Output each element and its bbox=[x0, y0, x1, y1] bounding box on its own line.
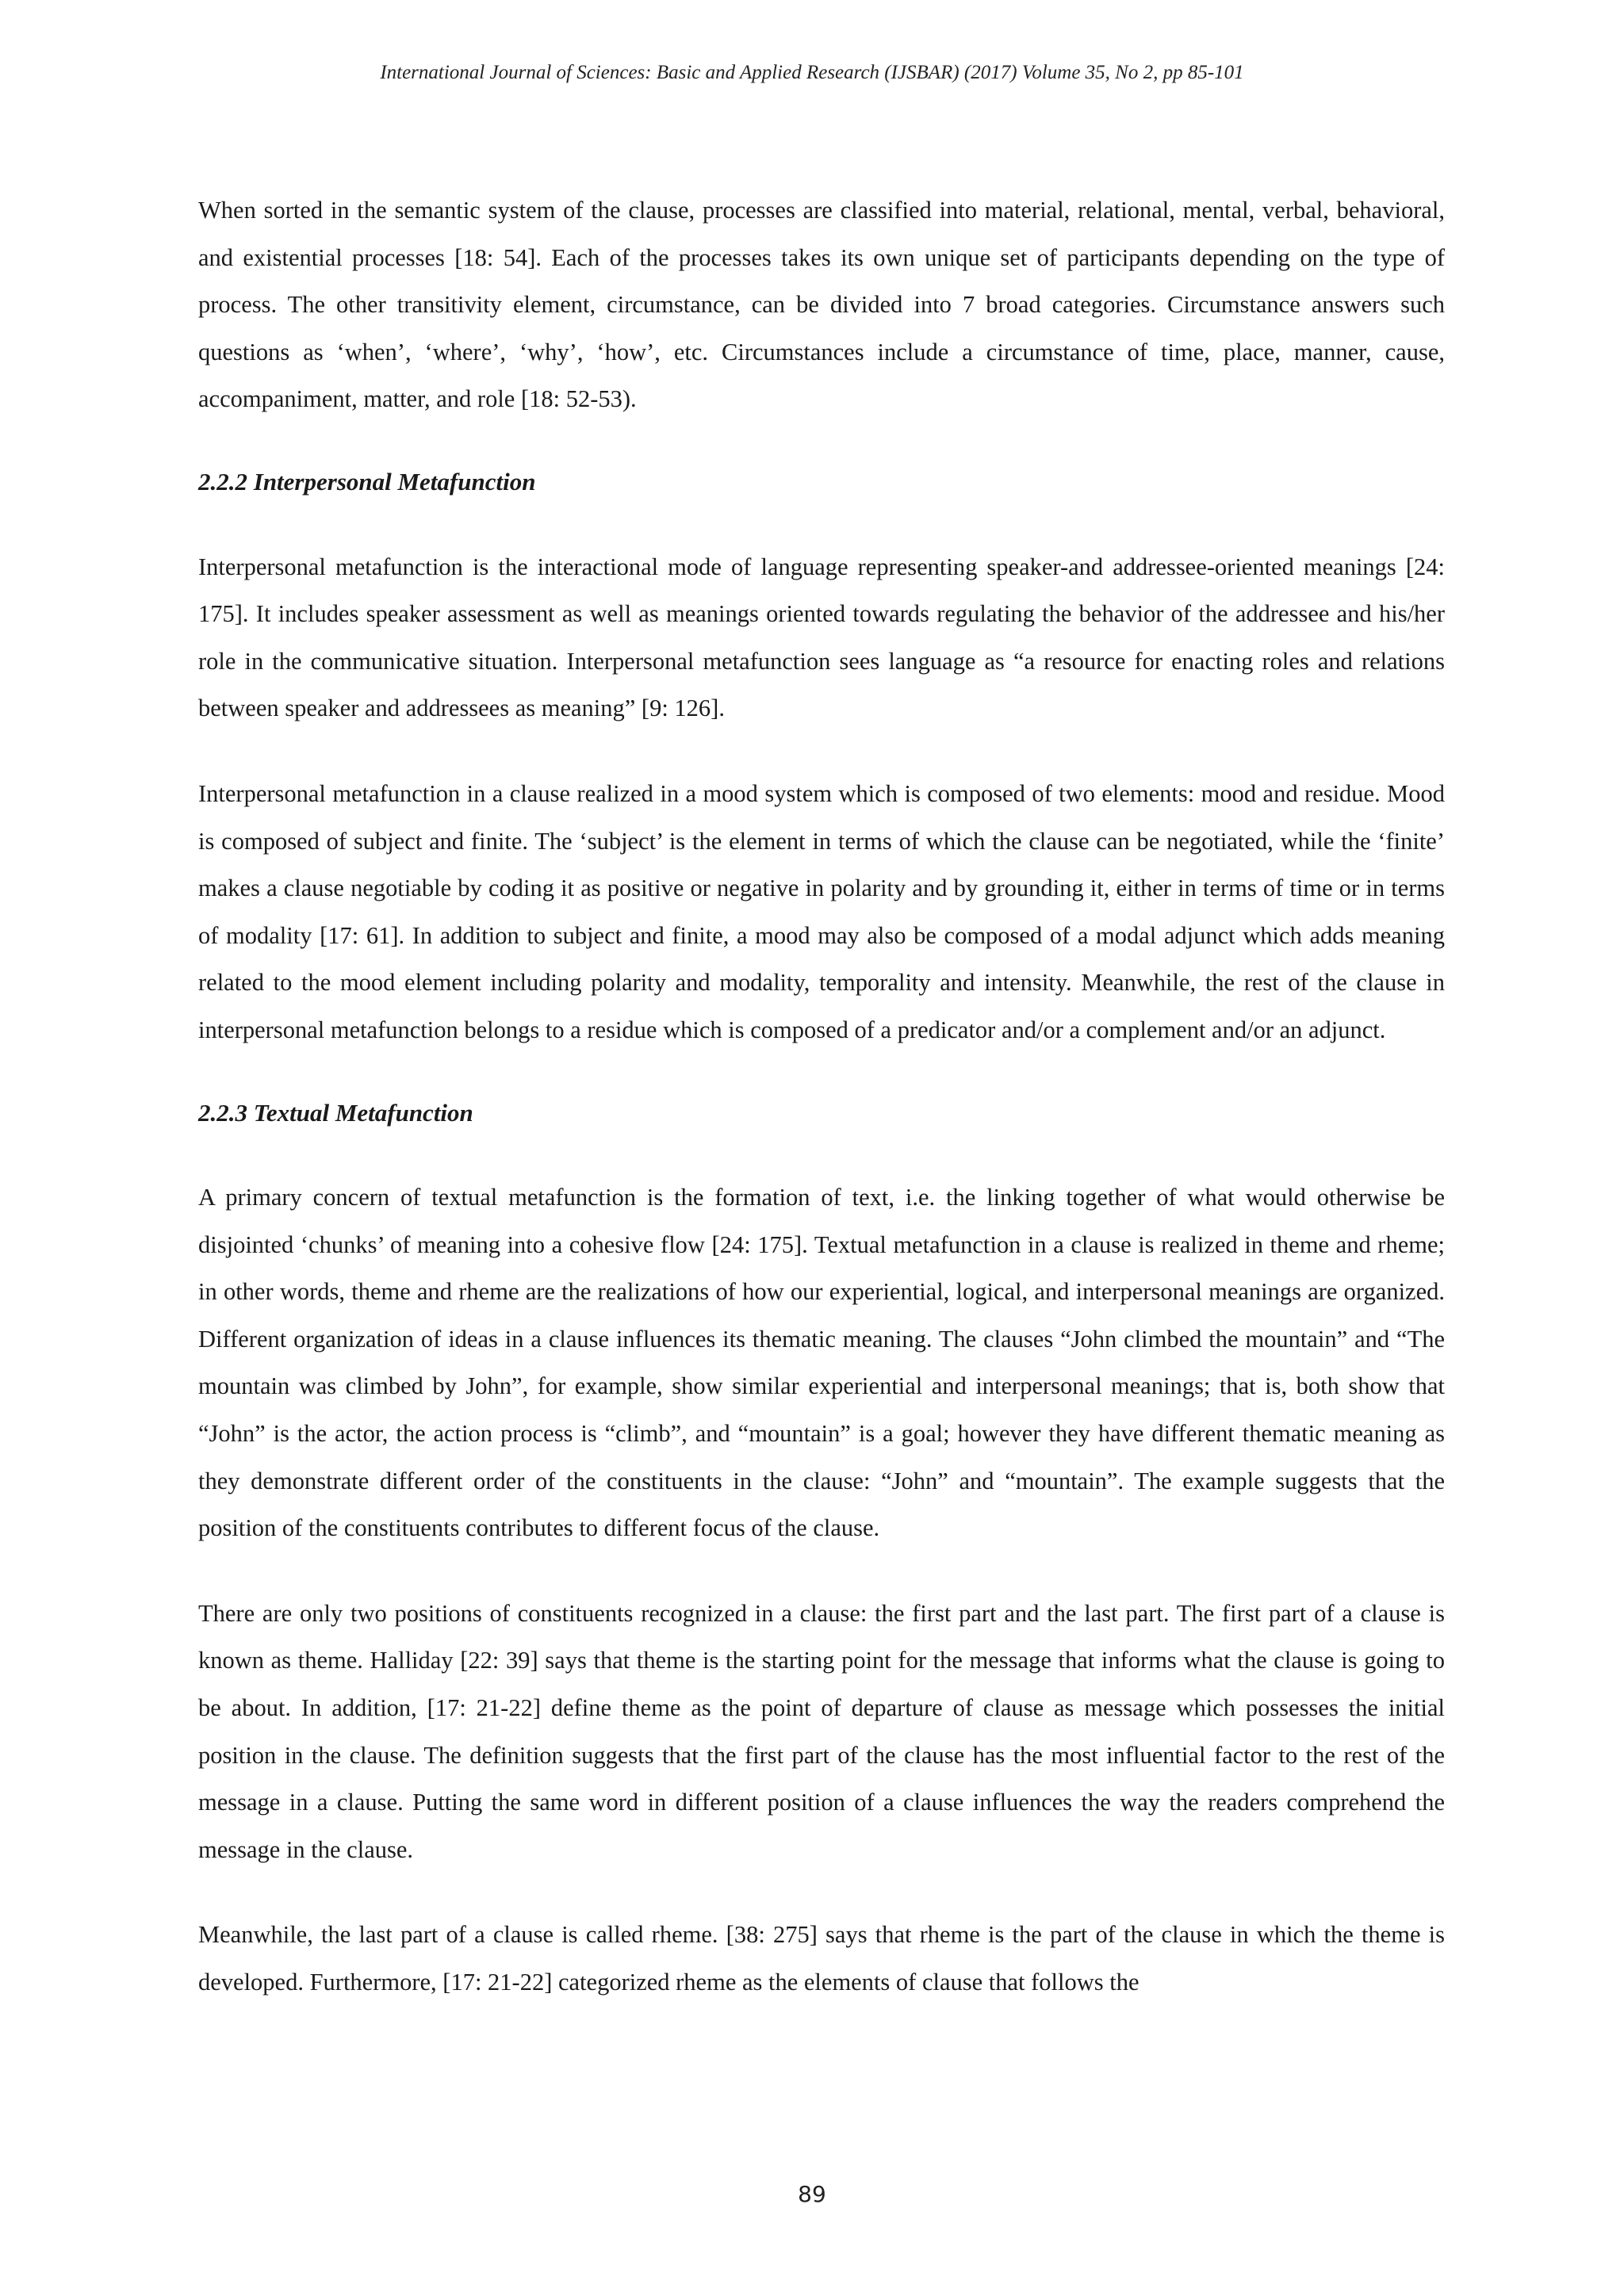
paragraph-mood-system: Interpersonal metafunction in a clause realized in a mood system which is composed of two elements: mood and residue. Mood is composed of subject and finite. The ‘subject’ is the element in terms of which the clause can be negotiated, while the ‘finite’ makes a clause negotiable by coding it as positive or negative in polarity and by grounding it, either in terms of time or in terms of modality [17: 61]. In addition to subject and finite, a mood may also be composed of a modal adjunct which adds meaning related to the mood element including polarity and modality, temporality and intensity. Meanwhile, the rest of the clause in interpersonal metafunction belongs to a residue which is composed of a predicator and/or a complement and/or an adjunct. bbox=[198, 779, 1445, 1043]
paragraph-theme: There are only two positions of constituents recognized in a clause: the first part and the last part. The first part of a clause is known as theme. Halliday [22: 39] says that theme is the starting point for the message that informs what the clause is going to be about. In addition, [17: 21-22] define theme as the point of departure of clause as message which possesses the initial position in the clause. The definition suggests that the first part of the clause has the most influential factor to the rest of the message in a clause. Putting the same word in different position of a clause influences the way the readers comprehend the message in the clause. bbox=[198, 1599, 1445, 1863]
paragraph-rheme: Meanwhile, the last part of a clause is called rheme. [38: 275] says that rheme is the part of the clause in which the theme is developed. Furthermore, [17: 21-22] categorized rheme as the elements of clause that follows the bbox=[198, 1921, 1445, 1996]
paragraph-textual-definition: A primary concern of textual metafunction is the formation of text, i.e. the linking together of what would otherwise be disjointed ‘chunks’ of meaning into a cohesive flow [24: 175]. Textual metafunction in a clause is realized in theme and rheme; in other words, theme and rheme are the realizations of how our experiential, logical, and interpersonal meanings are organized. Different organization of ideas in a clause influences its thematic meaning. The clauses “John climbed the mountain” and “The mountain was climbed by John”, for example, show similar experiential and interpersonal meanings; that is, both show that “John” is the actor, the action process is “climb”, and “mountain” is a goal; however they have different thematic meaning as they demonstrate different order of the constituents in the clause: “John” and “mountain”. The example suggests that the position of the constituents contributes to different focus of the clause. bbox=[198, 1184, 1445, 1542]
running-header: International Journal of Sciences: Basic and Applied Research (IJSBAR) (2017) Volume 35, No 2, pp 85-101 bbox=[380, 62, 1244, 83]
article-body bbox=[198, 187, 1445, 2007]
page-number: 89 bbox=[798, 2181, 826, 2207]
section-heading-textual: 2.2.3 Textual Metafunction bbox=[198, 1098, 473, 1127]
paragraph-transitivity: When sorted in the semantic system of the clause, processes are classified into material, relational, mental, verbal, behavioral, and existential processes [18: 54]. Each of the processes takes its own unique set of participants depending on the type of process. The other transitivity element, circumstance, can be divided into 7 broad categories. Circumstance answers such questions as ‘when’, ‘where’, ‘why’, ‘how’, etc. Circumstances include a circumstance of time, place, manner, cause, accompaniment, matter, and role [18: 52-53). bbox=[198, 197, 1445, 413]
section-heading-interpersonal: 2.2.2 Interpersonal Metafunction bbox=[198, 467, 536, 496]
paragraph-interpersonal-definition: Interpersonal metafunction is the interactional mode of language representing speaker-and addressee-oriented meanings [24: 175]. It includes speaker assessment as well as meanings oriented towards regulating the behavior of the addressee and his/her role in the communicative situation. Interpersonal metafunction sees language as “a resource for enacting roles and relations between speaker and addressees as meaning” [9: 126]. bbox=[198, 553, 1445, 722]
